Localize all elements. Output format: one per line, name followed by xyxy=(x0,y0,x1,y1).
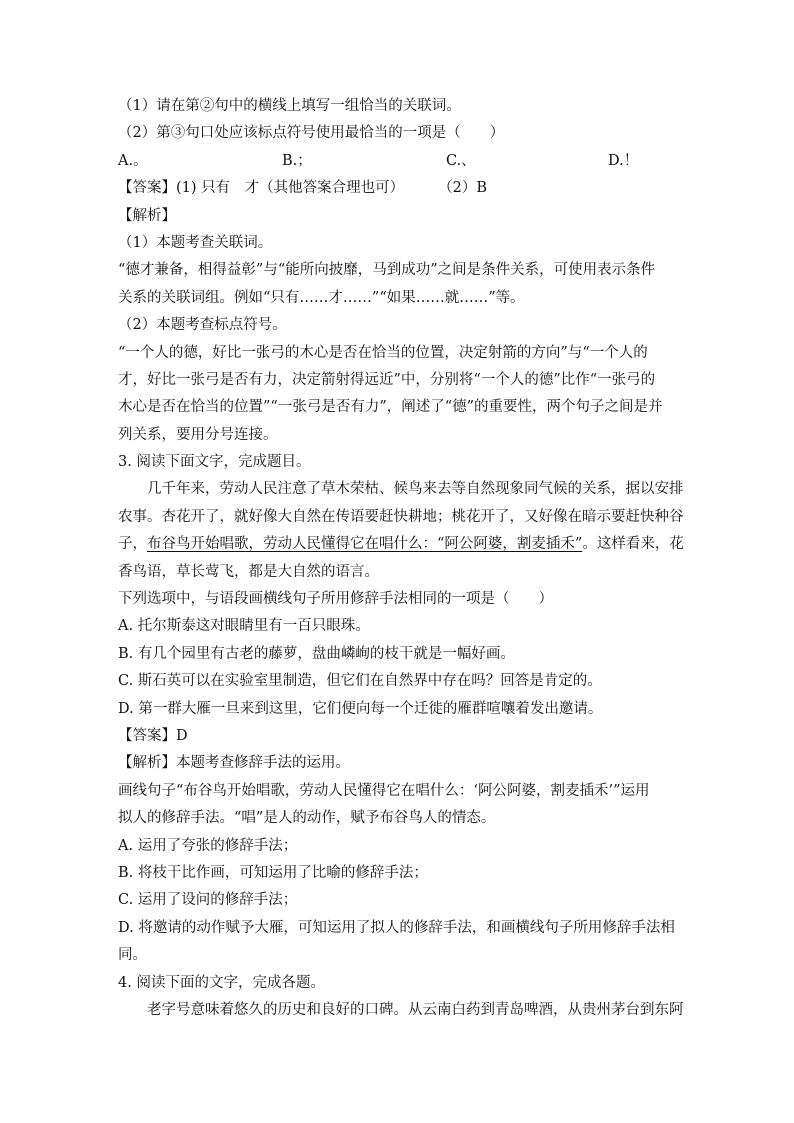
q2-sub-question-1: （1）请在第②句中的横线上填写一组恰当的关联词。 xyxy=(118,98,461,114)
q2-options-row xyxy=(118,148,678,175)
q2-option-a: A.。 xyxy=(118,152,148,169)
q3-question: 下列选项中，与语段画横线句子所用修辞手法相同的一项是（ ） xyxy=(118,591,553,608)
q3-passage-post: 。这样看来，花 xyxy=(582,536,684,553)
q2-answer xyxy=(118,175,678,202)
q3-option-b: B. 有几个园里有古老的藤萝，盘曲嶙峋的枝干就是一幅好画。 xyxy=(118,645,515,662)
q3-analysis-line: A. 运用了夸张的修辞手法； xyxy=(118,837,298,854)
q3-analysis-intro xyxy=(118,750,678,777)
q3-option-c: C. 斯石英可以在实验室里制造，但它们在自然界中存在吗？回答是肯定的。 xyxy=(118,673,602,690)
document-page xyxy=(118,93,684,1024)
q3-underlined-sentence: 布谷鸟开始唱歌，劳动人民懂得它在唱什么：“阿公阿婆，割麦插禾” xyxy=(147,536,583,553)
q2-option-c: C.、 xyxy=(446,152,476,169)
q2-option-d: D.！ xyxy=(608,152,639,169)
q3-option-a: A. 托尔斯泰这对眼睛里有一百只眼珠。 xyxy=(118,618,370,635)
q3-analysis-line: D. 将邀请的动作赋予大雁，可知运用了拟人的修辞手法，和画横线句子所用修辞手法相 xyxy=(118,919,675,936)
q2-answer-part1: 【答案】(1) 只有 才（其他答案合理也可） xyxy=(118,180,405,197)
q3-passage-line: 香鸟语，草长莺飞，都是大自然的语言。 xyxy=(118,563,379,580)
q2-analysis-line: 才，好比一张弓是否有力，决定箭射得远近”中，分别将“一个人的德”比作“一张弓的 xyxy=(118,371,656,388)
q2-analysis-line: （1）本题考查关联词。 xyxy=(118,234,273,251)
q2-analysis-line: 关系的关联词组。例如“只有……才……”“如果……就……”等。 xyxy=(118,289,525,306)
q2-sub-question-2: （2）第③句口处应该标点符号使用最恰当的一项是（ ） xyxy=(118,125,505,142)
q3-heading: 3. 阅读下面文字，完成题目。 xyxy=(118,454,311,471)
q3-analysis-line: B. 将枝干比作画，可知运用了比喻的修辞手法； xyxy=(118,864,428,881)
q3-answer: 【答案】D xyxy=(118,727,188,744)
q3-option-d: D. 第一群大雁一旦来到这里，它们便向每一个迁徙的雁群喧嚷着发出邀请。 xyxy=(118,700,603,717)
q3-analysis-line: C. 运用了设问的修辞手法； xyxy=(118,892,298,909)
q3-passage-line: 几千年来，劳动人民注意了草木荣枯、候鸟来去等自然现象同气候的关系，据以安排 xyxy=(147,481,684,498)
q2-analysis-line: （2）本题考查标点符号。 xyxy=(118,317,287,334)
q3-analysis-line: 同。 xyxy=(118,947,147,964)
q3-analysis-line: 画线句子“布谷鸟开始唱歌，劳动人民懂得它在唱什么：‘阿公阿婆，割麦插禾’”运用 xyxy=(118,782,650,799)
q3-passage-line-underlined xyxy=(118,531,684,558)
q2-analysis-line: 列关系，要用分号连接。 xyxy=(118,426,278,443)
q2-answer-part2: （2）B xyxy=(438,180,488,197)
q3-analysis-line: 拟人的修辞手法。“唱”是人的动作，赋予布谷鸟人的情态。 xyxy=(118,810,496,827)
q2-analysis-line: 木心是否在恰当的位置”“一张弓是否有力”，阐述了“德”的重要性，两个句子之间是并 xyxy=(118,399,663,416)
q2-analysis-label: 【解析】 xyxy=(118,207,176,224)
q2-analysis-line: “德才兼备，相得益彰”与“能所向披靡，马到成功”之间是条件关系，可使用表示条件 xyxy=(118,262,656,279)
q3-analysis-intro-text: 本题考查修辞手法的运用。 xyxy=(176,755,350,772)
q3-passage-line: 农事。杏花开了，就好像大自然在传语要赶快耕地；桃花开了，又好像在暗示要赶快种谷 xyxy=(118,508,684,525)
q2-analysis-line: “一个人的德，好比一张弓的木心是否在恰当的位置，决定射箭的方向”与“一个人的 xyxy=(118,344,648,361)
q3-analysis-label: 【解析】 xyxy=(118,755,176,772)
q4-passage-line: 老字号意味着悠久的历史和良好的口碑。从云南白药到青岛啤酒，从贵州茅台到东阿 xyxy=(147,1001,684,1018)
q3-passage-pre: 子， xyxy=(118,536,147,553)
q2-option-b: B.； xyxy=(282,152,312,169)
q4-heading: 4. 阅读下面的文字，完成各题。 xyxy=(118,974,325,991)
